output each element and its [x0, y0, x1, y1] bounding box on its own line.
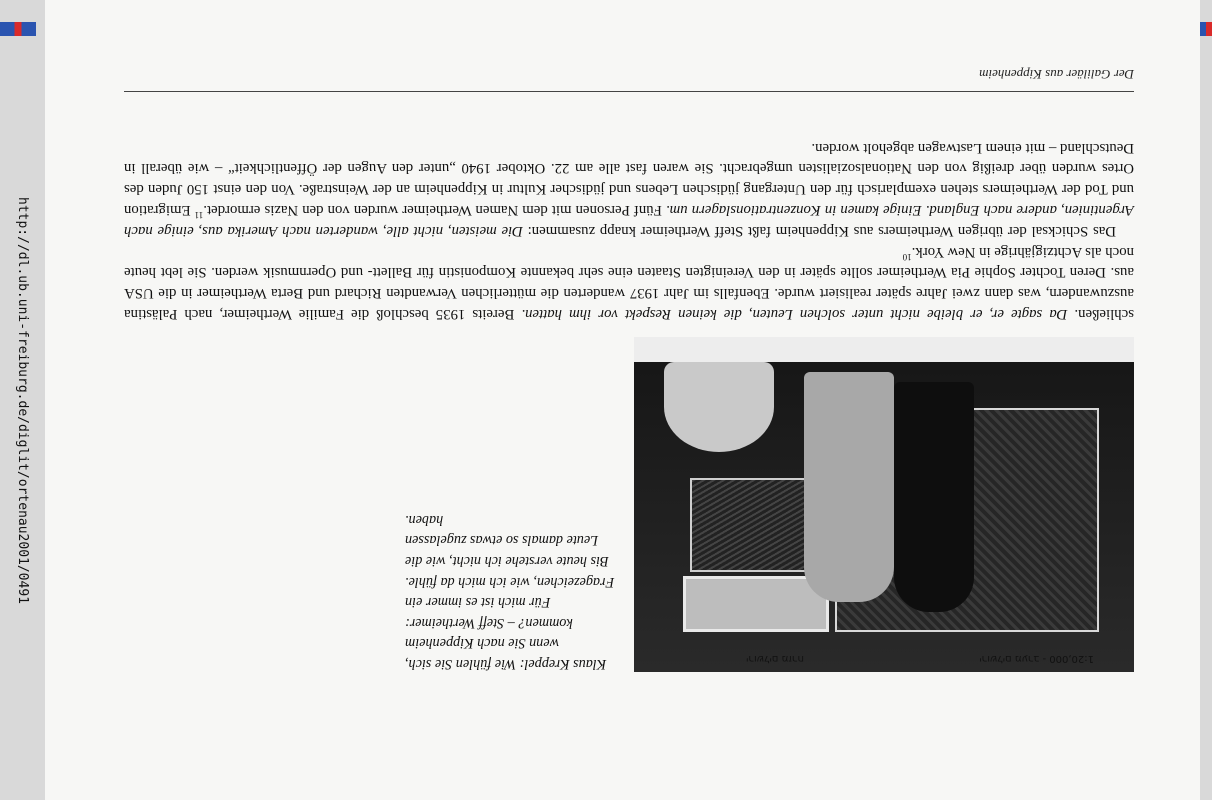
p2-text-a: Das Schicksal der übrigen Wertheimers aus Kippenheim faßt Steff Wertheimer knapp zusammen:	[522, 222, 1116, 239]
body-text	[124, 137, 1134, 324]
right-flag-icon	[1200, 22, 1212, 36]
p1-emphasis: Da sagte er, er bleibe nicht unter solchen Leuten, die keinen Respekt vor ihm hatten.	[521, 306, 1068, 322]
running-head: Der Galiläer aus Kippenheim	[979, 67, 1134, 82]
footnote-11: 11	[194, 209, 204, 220]
photo-label-top: ירושלים מערב - 1:20,000	[979, 653, 1094, 664]
photo-caption	[405, 509, 615, 674]
p1-text-a: schließen.	[1067, 306, 1134, 322]
paragraph-2	[124, 137, 1134, 241]
right-margin-strip	[1200, 0, 1212, 800]
p2-text-c: Emigration und Tod der Wertheimers stehen exemplarisch für den Untergang jüdischen Lebens und jüdischer Kultur in Kippenheim an der Weinstraße. Von den einst 150 Juden des Ortes wurden über dreißig von den Nationalsozialisten umgebracht. Sie waren fast alle am 22. Oktober 1940 „unter den Augen der Öffentlichkeit“ – wie überall in Deutschland – mit einem Lastwagen abgeholt worden.	[124, 139, 1134, 219]
photo-person-right	[804, 372, 894, 602]
photo-map-small	[690, 478, 814, 572]
p1-text-b: Bereits 1935 beschloß die Familie Wertheimer, nach Palästina auszuwandern, was dann zwei Jahre später realisiert wurde. Ebenfalls im Jahr 1937 wanderten die mütterlichen Verwandten Richard und Berta Wertheimer in die USA aus. Deren Tochter Sophie Pia Wertheimer sollte später in den Vereinigten Staaten eine sehr bekannte Komponistin für Ballett- und Opernmusik werden. Sie lebt heute noch als Achtzigjährige in New York.	[124, 243, 1134, 322]
p2-text-b: Fünf Personen mit dem Namen Wertheimer wurden von den Nazis ermordet.	[203, 202, 666, 219]
paragraph-1	[124, 241, 1134, 324]
watermark-copyright-container	[8, 560, 28, 800]
footnote-10: 10	[902, 251, 912, 262]
photo-frame	[683, 576, 829, 632]
photo-caption-strip	[634, 337, 1134, 362]
caption-line-1: Klaus Kreppel: Wie fühlen Sie sich, wenn Sie nach Kippenheim kommen? – Steff Wertheimer:	[405, 614, 607, 672]
photo-person-left	[894, 382, 974, 612]
page-content-rotated	[45, 0, 1200, 800]
header-rule	[124, 91, 1134, 92]
scanned-page	[45, 0, 1200, 800]
photo-table	[664, 362, 774, 452]
caption-line-2: Für mich ist es immer ein Fragezeichen, wie ich mich da fühle. Bis heute verstehe ich nicht, wie die Leute damals so etwas zugelassen haben.	[405, 511, 615, 611]
photo	[634, 337, 1134, 672]
photo-label-bottom: ירושלים מזרח	[746, 653, 804, 664]
watermark-url: http://dl.ub.uni-freiburg.de/diglit/ortenau2001/0491	[14, 196, 30, 604]
p2-emphasis: Die meisten, nicht alle, wanderten nach Amerika aus, einige nach Argentinien, andere nach England. Einige kamen in Konzentrationslagern um.	[124, 202, 1134, 239]
